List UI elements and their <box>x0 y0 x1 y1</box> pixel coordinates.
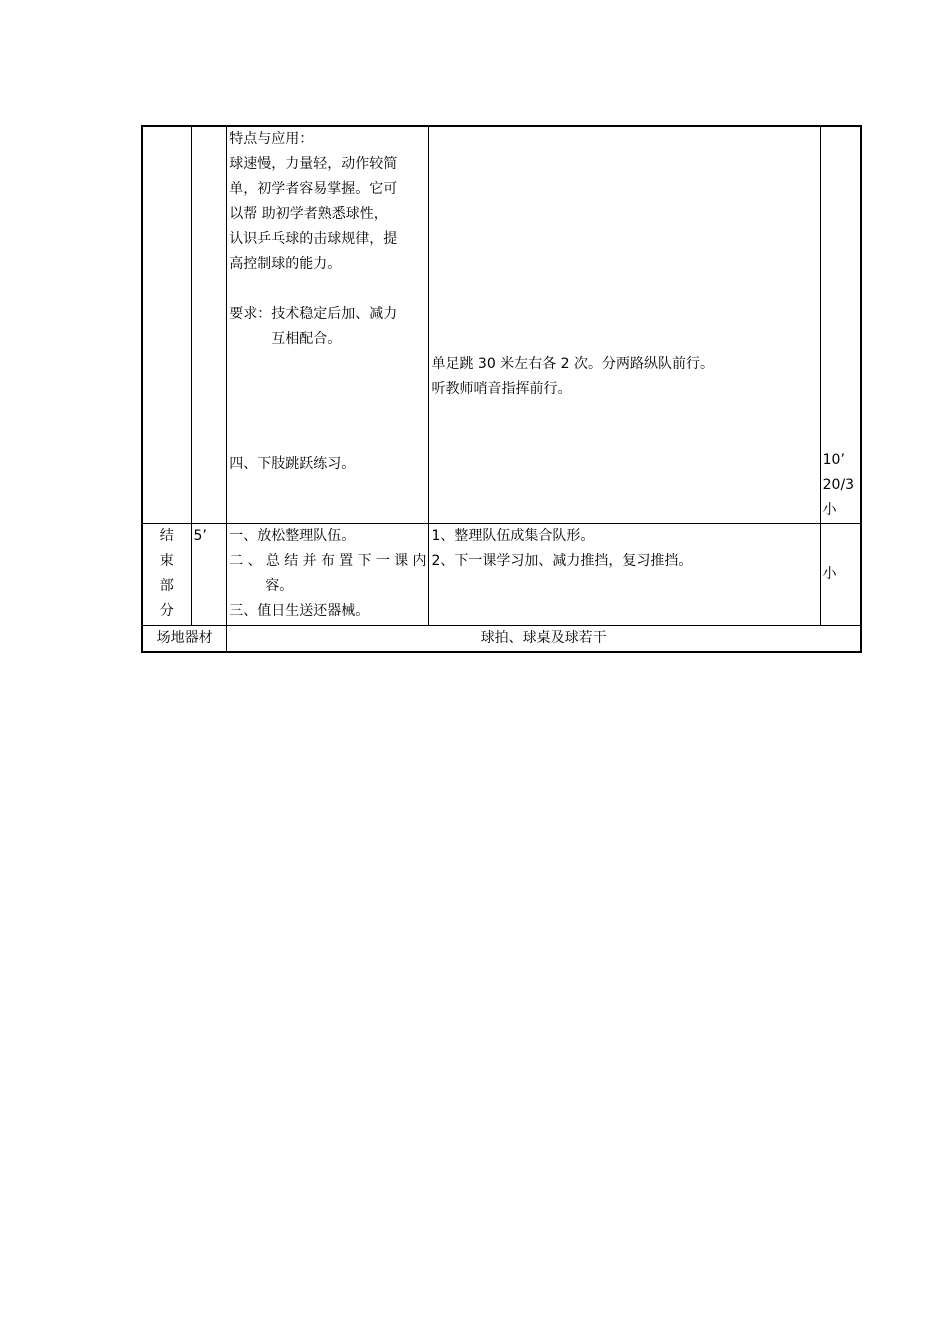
content-line: 容。 <box>265 577 294 594</box>
time-cell: 5’ <box>191 523 227 625</box>
content-cell <box>227 126 429 523</box>
content-line: 单，初学者容易掌握。它可 <box>229 181 398 197</box>
content-line: 特点与应用： <box>229 131 314 147</box>
method-line: 1、整理队伍成集合队形。 <box>431 527 595 544</box>
content-line: 认识乒乓球的击球规律，提 <box>229 231 398 247</box>
method-line: 2、下一课学习加、减力推挡，复习推挡。 <box>431 552 693 569</box>
content-line: 高控制球的能力。 <box>229 256 342 272</box>
content-line: 三、值日生送还器械。 <box>229 602 370 619</box>
table-row-ending-part <box>142 523 861 625</box>
intensity-cell: 小 <box>820 523 861 625</box>
content-line: 二、总结并布置下一课内 <box>229 552 427 569</box>
load-intensity: 小 <box>822 501 837 518</box>
requirement-line: 互相配合。 <box>271 331 342 347</box>
content-line: 一、放松整理队伍。 <box>229 527 356 544</box>
load-count: 20/3 <box>822 476 855 493</box>
requirement-line: 要求：技术稳定后加、减力 <box>229 306 398 322</box>
table-row-main-practice <box>142 126 861 523</box>
content-line: 以帮 助初学者熟悉球性， <box>229 206 388 222</box>
equipment-value: 球拍、球桌及球若干 <box>227 625 861 652</box>
method-line: 单足跳 30 米左右各 2 次。分两路纵队前行。 <box>431 356 714 372</box>
section-heading: 四、下肢跳跃练习。 <box>229 456 356 472</box>
lesson-plan-table <box>141 125 862 653</box>
content-cell <box>227 523 429 625</box>
method-cell <box>429 126 820 523</box>
table-row-equipment <box>142 625 861 652</box>
load-time: 10’ <box>822 451 845 468</box>
part-cell: 结 束 部 分 <box>142 523 191 625</box>
content-line: 球速慢，力量轻，动作较简 <box>229 156 398 172</box>
method-line: 听教师哨音指挥前行。 <box>431 381 572 397</box>
time-cell <box>191 126 227 523</box>
load-cell <box>820 126 861 523</box>
method-cell <box>429 523 820 625</box>
part-cell <box>142 126 191 523</box>
equipment-label: 场地器材 <box>142 625 227 652</box>
